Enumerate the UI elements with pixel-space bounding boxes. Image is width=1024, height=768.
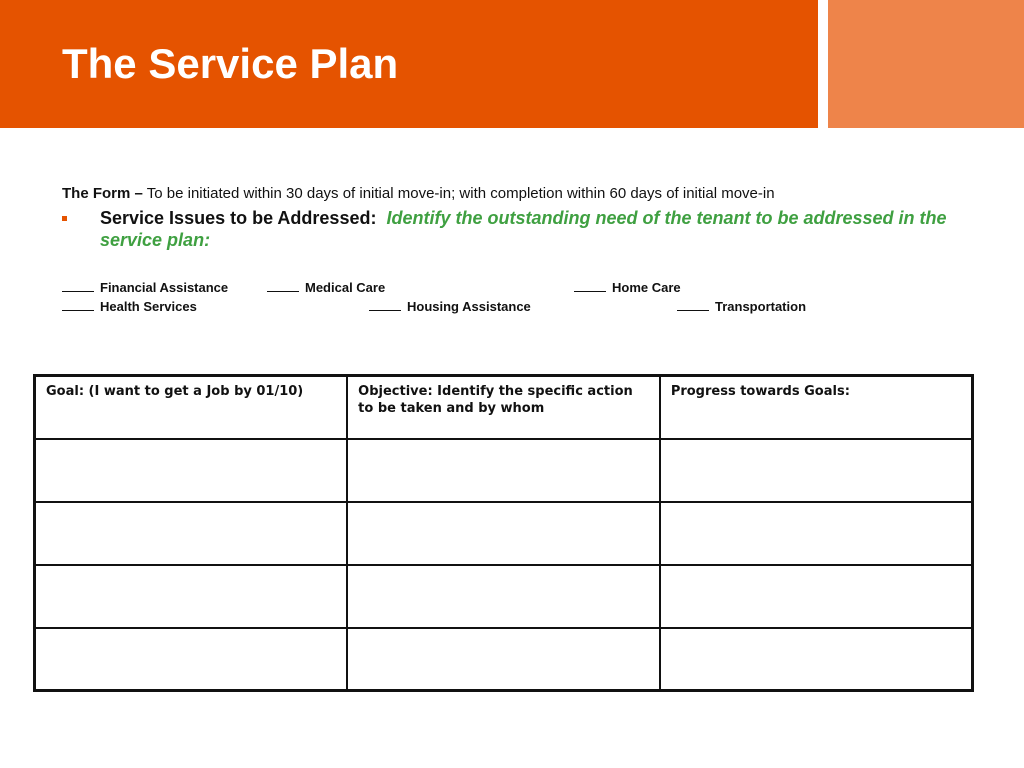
header-objective: Objective: Identify the specific action to be taken and by whom [347,376,660,439]
table-cell[interactable] [660,502,973,565]
checklist-label: Health Services [100,299,197,314]
checklist-item[interactable] [62,280,228,295]
form-intro [62,185,775,202]
table-header-row [35,376,973,439]
table-row [35,502,973,565]
blank-line [62,291,94,292]
blank-line [62,310,94,311]
checklist-item[interactable] [62,299,197,314]
checklist-item[interactable] [267,280,385,295]
bullet-label: Service Issues to be Addressed: [100,208,377,228]
form-intro-label: The Form – [62,185,143,202]
table-row [35,628,973,691]
table-cell[interactable] [35,502,348,565]
table-row [35,565,973,628]
checklist-label: Medical Care [305,280,386,295]
checklist-item[interactable] [677,299,806,314]
table-cell[interactable] [347,502,660,565]
service-plan-table [33,374,974,692]
checklist-item[interactable] [574,280,681,295]
checklist-label: Transportation [715,299,807,314]
blank-line [677,310,709,311]
header-progress: Progress towards Goals: [660,376,973,439]
bullet-square-icon [62,216,67,221]
form-intro-text: To be initiated within 30 days of initial move-in; with completion within 60 days of initial move-in [142,185,775,202]
title-accent-block [828,0,1024,128]
header-goal: Goal: (I want to get a Job by 01/10) [35,376,348,439]
checklist-item[interactable] [369,299,531,314]
bullet-text [100,207,1000,251]
table-cell[interactable] [347,565,660,628]
table-cell[interactable] [660,565,973,628]
checklist-label: Housing Assistance [407,299,531,314]
blank-line [574,291,606,292]
table-cell[interactable] [35,628,348,691]
table-row [35,439,973,502]
blank-line [369,310,401,311]
table-cell[interactable] [35,439,348,502]
table-cell[interactable] [35,565,348,628]
table-cell[interactable] [347,628,660,691]
table-cell[interactable] [660,439,973,502]
checklist-label: Home Care [612,280,681,295]
table-cell[interactable] [347,439,660,502]
blank-line [267,291,299,292]
table-cell[interactable] [660,628,973,691]
checklist-label: Financial Assistance [100,280,229,295]
bullet-description: Identify the outstanding need of the tenant to be addressed in the service plan: [100,208,947,250]
slide-title: The Service Plan [62,40,399,87]
